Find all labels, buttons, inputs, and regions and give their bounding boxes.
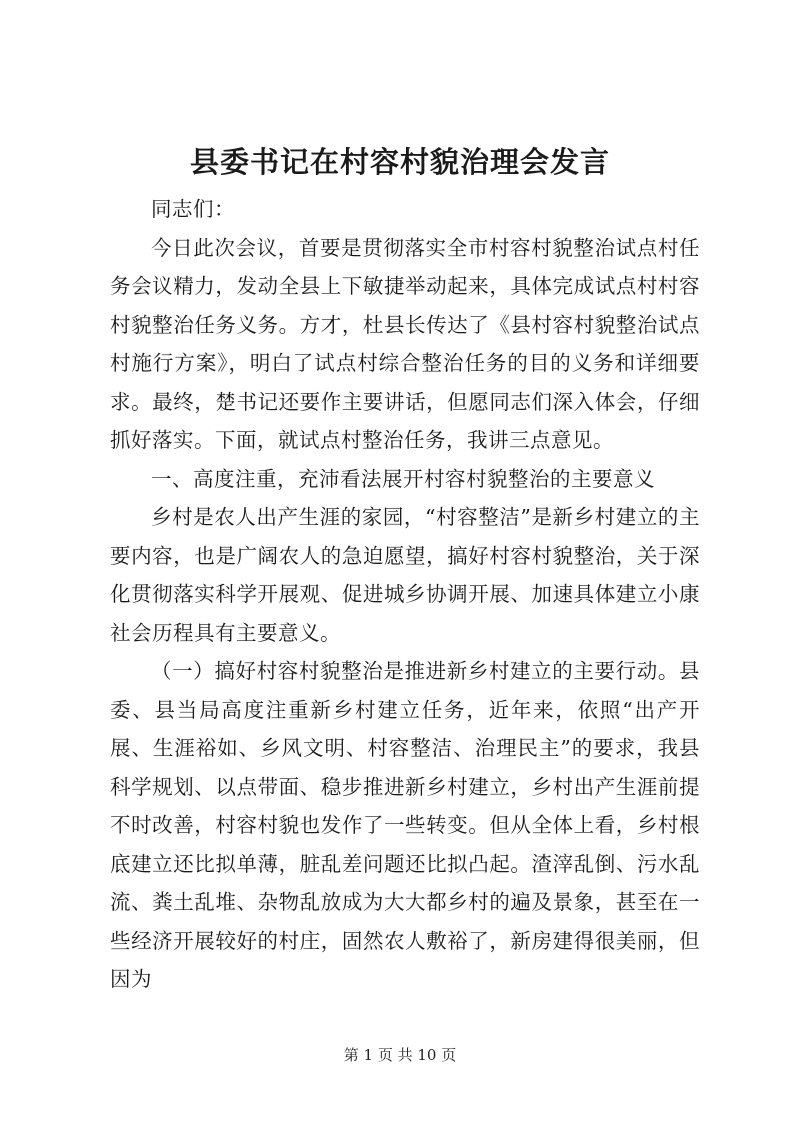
paragraph-rural-home: 乡村是农人出产生涯的家园，“村容整洁”是新乡村建立的主要内容，也是广阔农人的急迫愿望，搞好村容村貌整治，关于深化贯彻落实科学开展观、促进城乡协调开展、加速具体建立小康社会历程具有主要意义。 <box>110 505 700 645</box>
sub-section-paragraph <box>110 652 700 999</box>
salutation: 同志们： <box>151 197 235 221</box>
section-heading: 一、高度注重，充沛看法展开村容村貌整治的主要意义 <box>151 466 655 491</box>
document-title: 县委书记在村容村貌治理会发言 <box>189 145 610 179</box>
paragraph-promotion: 搞好村容村貌整治是推进新乡村建立的主要行动。县委、县当局高度注重新乡村建立任务，近年来，依照“出产开展、生涯裕如、乡风文明、村容整洁、治理民主”的要求，我县科学规划、以点带面、稳步推进新乡村建立，乡村出产生涯前提不时改善，村容村貌也发作了一些转变。但从全体上看，乡村根底建立还比拟单薄，脏乱差问题还比拟凸起。渣滓乱倒、污水乱流、粪土乱堆、杂物乱放成为大大都乡村的遍及景象，甚至在一些经济开展较好的村庄，固然农人敷裕了，新房建得很美丽，但因为 <box>110 659 701 991</box>
document-body <box>110 190 700 999</box>
paragraph-intro: 今日此次会议，首要是贯彻落实全市村容村貌整治试点村任务会议精力，发动全县上下敏捷举动起来，具体完成试点村村容村貌整治任务义务。方才，杜县长传达了《县村容村貌整治试点村施行方案》，明白了试点村综合整治任务的目的义务和详细要求。最终，楚书记还要作主要讲话，但愿同志们深入体会，仔细抓好落实。下面，就试点村整治任务，我讲三点意见。 <box>110 235 700 452</box>
sub-heading-marker: （一） <box>151 659 215 683</box>
page-footer: 第 1 页 共 10 页 <box>343 1046 457 1064</box>
